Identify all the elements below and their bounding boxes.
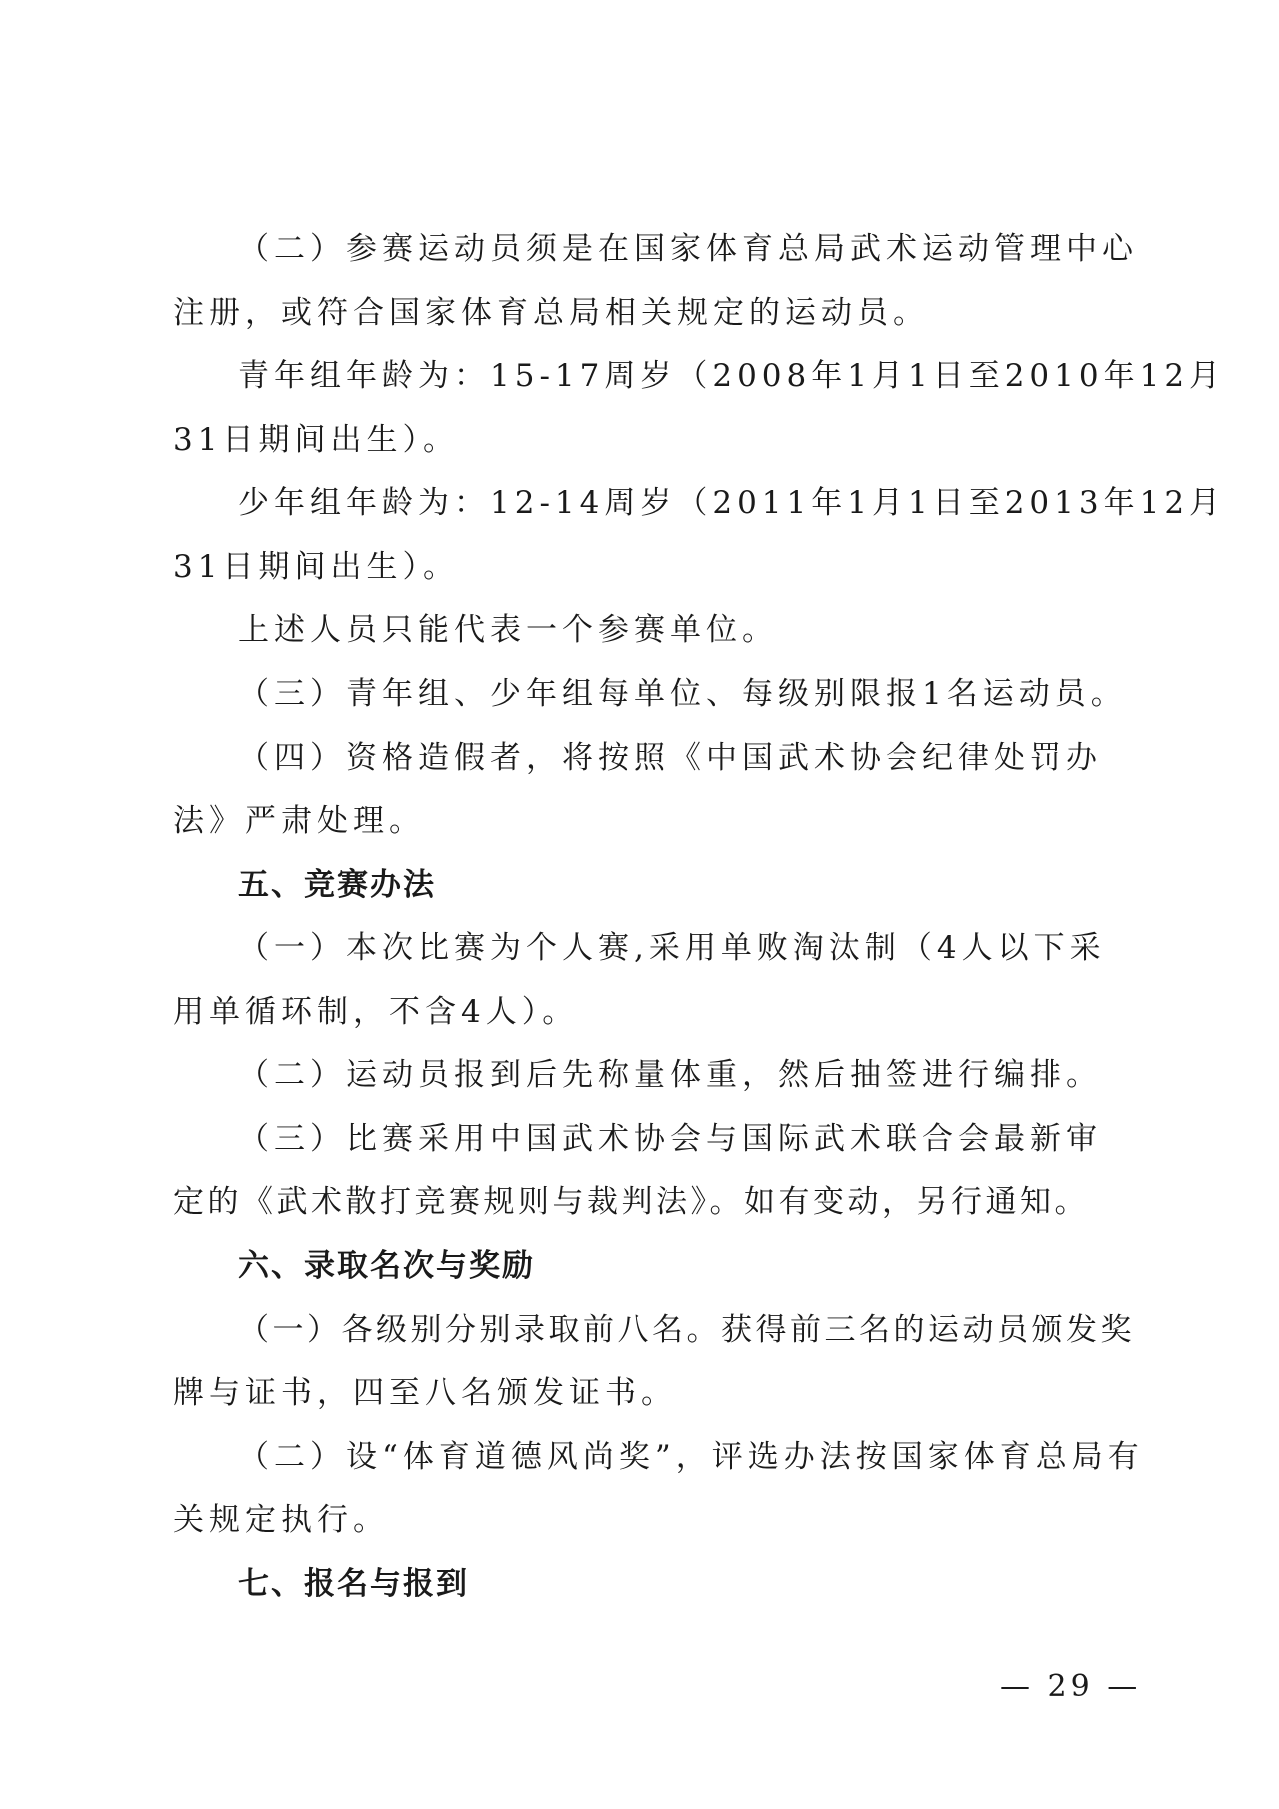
paragraph-line: （二）设“体育道德风尚奖”，评选办法按国家体育总局有	[238, 1439, 1144, 1475]
paragraph-line: 青年组年龄为：15-17周岁（2008年1月1日至2010年12月	[238, 358, 1226, 394]
paragraph-line: 31日期间出生）。	[173, 422, 459, 458]
paragraph-line: 31日期间出生）。	[173, 549, 459, 585]
paragraph-line: （三）青年组、少年组每单位、每级别限报1名运动员。	[238, 676, 1127, 712]
paragraph-line: 注册，或符合国家体育总局相关规定的运动员。	[173, 295, 929, 331]
paragraph-line: （二）参赛运动员须是在国家体育总局武术运动管理中心	[238, 231, 1138, 267]
section-heading-5: 五、竞赛办法	[238, 867, 436, 903]
paragraph-line: 定的《武术散打竞赛规则与裁判法》。如有变动，另行通知。	[173, 1184, 1089, 1220]
section-heading-7: 七、报名与报到	[238, 1566, 469, 1602]
paragraph-line: （一）各级别分别录取前八名。获得前三名的运动员颁发奖	[238, 1312, 1135, 1348]
section-heading-6: 六、录取名次与奖励	[238, 1248, 535, 1284]
paragraph-line: （一）本次比赛为个人赛,采用单败淘汰制（4人以下采	[238, 930, 1106, 966]
paragraph-line: 少年组年龄为：12-14周岁（2011年1月1日至2013年12月	[238, 485, 1226, 521]
paragraph-line: 用单循环制，不含4人）。	[173, 994, 579, 1030]
paragraph-line: 关规定执行。	[173, 1502, 389, 1538]
paragraph-line: （四）资格造假者，将按照《中国武术协会纪律处罚办	[238, 740, 1102, 776]
paragraph-line: 法》严肃处理。	[173, 803, 425, 839]
paragraph-line: 牌与证书，四至八名颁发证书。	[173, 1375, 677, 1411]
paragraph-line: （二）运动员报到后先称量体重，然后抽签进行编排。	[238, 1057, 1102, 1093]
paragraph-line: （三）比赛采用中国武术协会与国际武术联合会最新审	[238, 1121, 1102, 1157]
paragraph-line: 上述人员只能代表一个参赛单位。	[238, 612, 778, 648]
page-number: — 29 —	[1000, 1669, 1142, 1704]
